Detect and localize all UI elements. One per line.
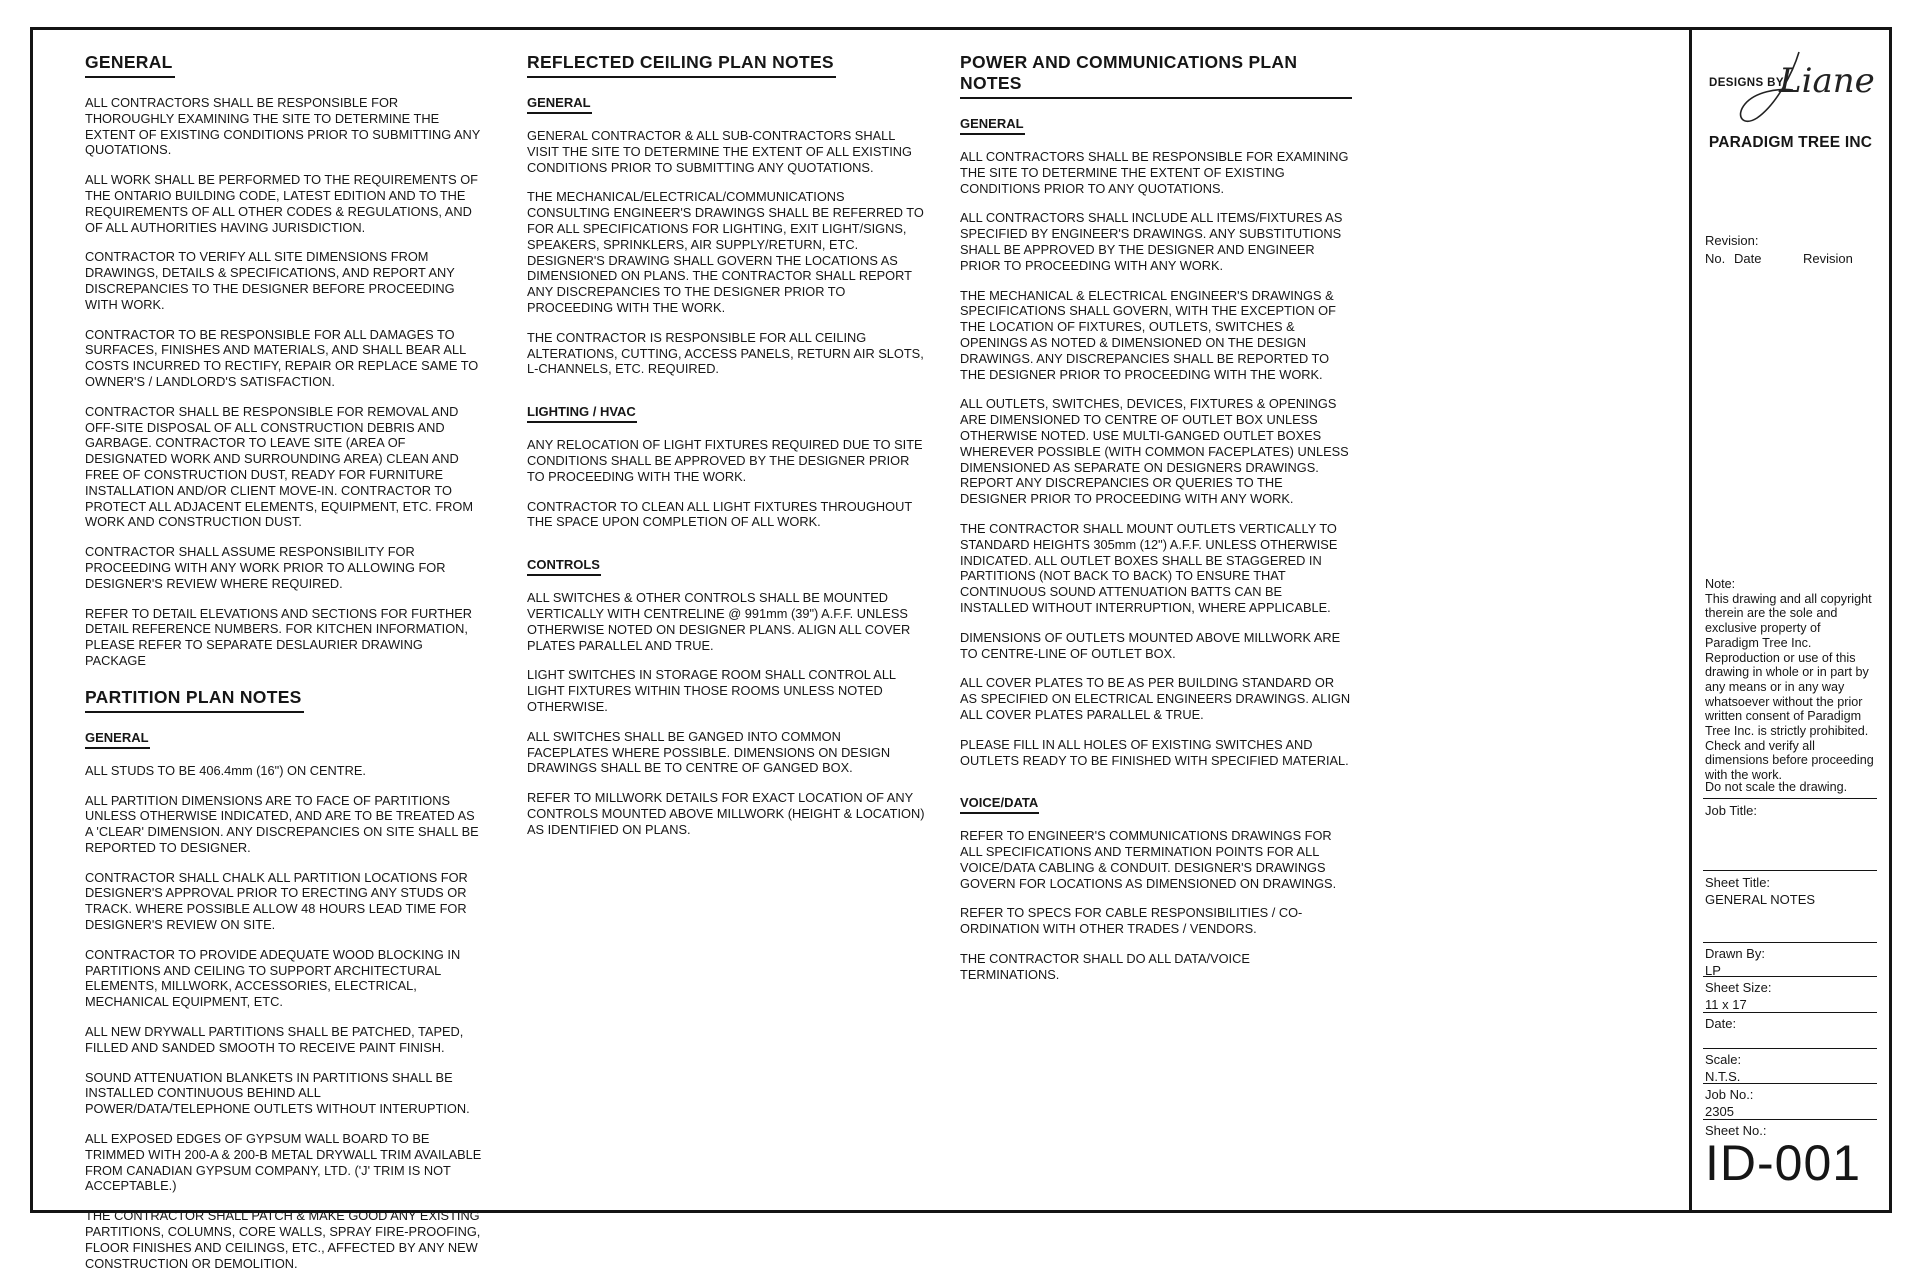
note-paragraph: THE CONTRACTOR IS RESPONSIBLE FOR ALL CEILING ALTERATIONS, CUTTING, ACCESS PANELS, RETURN AIR SLOTS, L-CHANNELS, ETC. REQUIRED. (527, 329, 924, 377)
note-paragraph: CONTRACTOR TO CLEAN ALL LIGHT FIXTURES THROUGHOUT THE SPACE UPON COMPLETION OF ALL WORK. (527, 498, 912, 530)
notes-column-reflected-ceiling (527, 52, 925, 852)
subsection-title: LIGHTING / HVAC (527, 404, 637, 423)
note-paragraph: ALL SWITCHES SHALL BE GANGED INTO COMMON FACEPLATES WHERE POSSIBLE. DIMENSIONS ON DESIGN DRAWINGS SHALL BE TO CENTRE OF GANGED BOX. (527, 728, 891, 776)
sheet-size-label: Sheet Size: (1705, 980, 1772, 995)
revision-col-no: No. (1705, 251, 1726, 266)
note-label: Note: (1705, 577, 1736, 591)
note-body: This drawing and all copyright therein are the sole and exclusive property of Paradigm Tree Inc. Reproduction or use of this drawing in whole or in part by any means or in any way whatsoever without the prior written consent of Paradigm Tree Inc. is strictly prohibited. Check and verify all dimensions before proceeding with the work. (1705, 591, 1874, 783)
divider (1703, 798, 1877, 799)
company-name: PARADIGM TREE INC (1708, 134, 1873, 151)
scale-label: Scale: (1705, 1052, 1742, 1067)
divider (1703, 1048, 1877, 1049)
section-title: POWER AND COMMUNICATIONS PLAN NOTES (960, 52, 1352, 99)
note-paragraph: LIGHT SWITCHES IN STORAGE ROOM SHALL CONTROL ALL LIGHT FIXTURES WITHIN THOSE ROOMS UNLESS NOTED OTHERWISE. (527, 667, 896, 714)
notes-column-general-partition (85, 52, 483, 1285)
note-paragraph: REFER TO MILLWORK DETAILS FOR EXACT LOCATION OF ANY CONTROLS MOUNTED ABOVE MILLWORK (HEIGHT & LOCATION) AS IDENTIFIED ON PLANS. (527, 790, 925, 837)
section-title: PARTITION PLAN NOTES (85, 687, 304, 713)
divider (1703, 1012, 1877, 1013)
note-paragraph: THE CONTRACTOR SHALL MOUNT OUTLETS VERTICALLY TO STANDARD HEIGHTS 305mm (12") A.F.F. UNLESS OTHERWISE INDICATED. ALL OUTLET BOXES SHALL BE STAGGERED IN PARTITIONS (NOT BACK TO BACK) TO ENSURE THAT CONTINUOUS SOUND ATTENUATION BATTS CAN BE INSTALLED WITHOUT INTERRUPTION, WHERE APPLICABLE. (960, 520, 1338, 615)
sheet-title-label: Sheet Title: (1705, 875, 1771, 890)
logo-script-text: Liane (1778, 61, 1875, 101)
note-paragraph: ALL STUDS TO BE 406.4mm (16") ON CENTRE. (85, 762, 366, 778)
divider (1703, 1119, 1877, 1120)
subsection-title: VOICE/DATA (960, 795, 1039, 814)
note-paragraph: CONTRACTOR SHALL BE RESPONSIBLE FOR REMOVAL AND OFF-SITE DISPOSAL OF ALL CONSTRUCTION DEBRIS AND GARBAGE. CONTRACTOR TO LEAVE SITE (AREA OF DESIGNATED WORK AND SURROUNDING AREA) CLEAN AND FREE OF CONSTRUCTION DUST, READY FOR FURNITURE INSTALLATION AND/OR CLIENT MOVE-IN. CONTRACTOR TO PROTECT ALL ADJACENT ELEMENTS, EQUIPMENT, ETC. FROM WORK AND CONSTRUCTION DUST. (85, 403, 474, 530)
section-title: REFLECTED CEILING PLAN NOTES (527, 52, 836, 78)
note-paragraph: PLEASE FILL IN ALL HOLES OF EXISTING SWITCHES AND OUTLETS READY TO BE FINISHED WITH SPECIFIED MATERIAL. (960, 736, 1349, 768)
scale-value: N.T.S. (1705, 1069, 1741, 1084)
note-paragraph: ALL WORK SHALL BE PERFORMED TO THE REQUIREMENTS OF THE ONTARIO BUILDING CODE, LATEST EDITION AND TO THE REQUIREMENTS OF ALL OTHER CODES & REGULATIONS, AND OF ALL AUTHORITIES HAVING JURISDICTION. (85, 172, 478, 235)
note-paragraph: REFER TO DETAIL ELEVATIONS AND SECTIONS FOR FURTHER DETAIL REFERENCE NUMBERS. FOR KITCHEN INFORMATION, PLEASE REFER TO SEPARATE DESLAURIER DRAWING PACKAGE (85, 605, 473, 668)
note-paragraph: ALL SWITCHES & OTHER CONTROLS SHALL BE MOUNTED VERTICALLY WITH CENTRELINE @ 991mm (39") A.F.F. UNLESS OTHERWISE NOTED ON DESIGNER PLANS. ALIGN ALL COVER PLATES PARALLEL AND TRUE. (527, 590, 911, 653)
revision-col-revision: Revision (1803, 251, 1853, 266)
note-paragraph: THE CONTRACTOR SHALL DO ALL DATA/VOICE TERMINATIONS. (960, 951, 1250, 982)
do-not-scale-note: Do not scale the drawing. (1705, 780, 1848, 794)
note-paragraph: REFER TO SPECS FOR CABLE RESPONSIBILITIES / CO-ORDINATION WITH OTHER TRADES / VENDORS. (960, 905, 1303, 937)
note-paragraph: ALL CONTRACTORS SHALL BE RESPONSIBLE FOR THOROUGHLY EXAMINING THE SITE TO DETERMINE THE EXTENT OF EXISTING CONDITIONS PRIOR TO SUBMITTING ANY QUOTATIONS. (85, 95, 481, 158)
note-paragraph: GENERAL CONTRACTOR & ALL SUB-CONTRACTORS SHALL VISIT THE SITE TO DETERMINE THE EXTENT OF ALL EXISTING CONDITIONS PRIOR TO SUBMITTING ANY QUOTATIONS. (527, 128, 912, 175)
note-paragraph: CONTRACTOR TO BE RESPONSIBLE FOR ALL DAMAGES TO SURFACES, FINISHES AND MATERIALS, AND SHALL BEAR ALL COSTS INCURRED TO RECTIFY, REPAIR OR REPLACE SAME TO OWNER'S / LANDLORD'S SATISFACTION. (85, 326, 479, 389)
drawn-by-value: LP (1705, 963, 1721, 978)
note-paragraph: ANY RELOCATION OF LIGHT FIXTURES REQUIRED DUE TO SITE CONDITIONS SHALL BE APPROVED BY THE DESIGNER PRIOR TO PROCEEDING WITH THE WORK. (527, 437, 923, 484)
note-paragraph: SOUND ATTENUATION BLANKETS IN PARTITIONS SHALL BE INSTALLED CONTINUOUS BEHIND ALL POWER/DATA/TELEPHONE OUTLETS WITHOUT INTERUPTION. (85, 1069, 470, 1117)
subsection-title: GENERAL (960, 116, 1025, 135)
title-block (1689, 30, 1889, 1210)
note-paragraph: CONTRACTOR SHALL ASSUME RESPONSIBILITY FOR PROCEEDING WITH ANY WORK PRIOR TO ALLOWING FOR DESIGNER'S REVIEW WHERE REQUIRED. (85, 544, 446, 591)
subsection-title: GENERAL (85, 730, 150, 749)
note-paragraph: ALL COVER PLATES TO BE AS PER BUILDING STANDARD OR AS SPECIFIED ON ELECTRICAL ENGINEERS DRAWINGS. ALIGN ALL COVER PLATES PARALLEL & TRUE. (960, 675, 1351, 722)
note-paragraph: CONTRACTOR TO VERIFY ALL SITE DIMENSIONS FROM DRAWINGS, DETAILS & SPECIFICATIONS, AND REPORT ANY DISCREPANCIES TO THE DESIGNER BEFORE PROCEEDING WITH WORK. (85, 249, 455, 312)
subsection-title: GENERAL (527, 95, 592, 114)
note-paragraph: THE MECHANICAL & ELECTRICAL ENGINEER'S DRAWINGS & SPECIFICATIONS SHALL GOVERN, WITH THE EXCEPTION OF THE LOCATION OF FIXTURES, OUTLETS, SWITCHES & OPENINGS AS NOTED & DIMENSIONED ON THE DESIGN DRAWINGS. ANY DISCREPANCIES SHALL BE REPORTED TO THE DESIGNER PRIOR TO PROCEEDING WITH THE WORK. (960, 287, 1336, 382)
note-paragraph: ALL NEW DRYWALL PARTITIONS SHALL BE PATCHED, TAPED, FILLED AND SANDED SMOOTH TO RECEIVE PAINT FINISH. (85, 1024, 464, 1055)
sheet-no-label: Sheet No.: (1705, 1123, 1767, 1138)
note-paragraph: ALL CONTRACTORS SHALL INCLUDE ALL ITEMS/FIXTURES AS SPECIFIED BY ENGINEER'S DRAWINGS. ANY SUBSTITUTIONS SHALL BE APPROVED BY THE DESIGNER AND ENGINEER PRIOR TO PROCEEDING WITH ANY WORK. (960, 210, 1343, 273)
sheet-size-value: 11 x 17 (1705, 997, 1747, 1012)
note-paragraph: ALL PARTITION DIMENSIONS ARE TO FACE OF PARTITIONS UNLESS OTHERWISE INDICATED, AND ARE TO BE TREATED AS A 'CLEAR' DIMENSION. ANY DISCREPANCIES ON SITE SHALL BE REPORTED TO DESIGNER. (85, 792, 479, 855)
designs-by-liane-logo (1692, 46, 1889, 137)
revision-table-header (1705, 251, 1876, 267)
revision-col-date: Date (1734, 251, 1762, 266)
copyright-note (1705, 577, 1876, 783)
note-paragraph: THE CONTRACTOR SHALL PATCH & MAKE GOOD ANY EXISTING PARTITIONS, COLUMNS, CORE WALLS, SPRAY FIRE-PROOFING, FLOOR FINISHES AND CEILINGS, ETC., AFFECTED BY ANY NEW CONSTRUCTION OR DEMOLITION. (85, 1208, 481, 1271)
note-paragraph: DIMENSIONS OF OUTLETS MOUNTED ABOVE MILLWORK ARE TO CENTRE-LINE OF OUTLET BOX. (960, 629, 1341, 661)
logo-graphic (1705, 46, 1877, 132)
divider (1703, 870, 1877, 871)
note-paragraph: CONTRACTOR TO PROVIDE ADEQUATE WOOD BLOCKING IN PARTITIONS AND CEILING TO SUPPORT ARCHITECTURAL ELEMENTS, MILLWORK, ACCESSORIES, ELECTRICAL, MECHANICAL EQUIPMENT, ETC. (85, 946, 461, 1010)
revision-label: Revision: (1705, 233, 1759, 248)
notes-column-power-communications (960, 52, 1352, 997)
note-paragraph: THE MECHANICAL/ELECTRICAL/COMMUNICATIONS CONSULTING ENGINEER'S DRAWINGS SHALL BE REFERRED TO FOR ALL SPECIFICATIONS FOR LIGHTING, EXIT LIGHT/SIGNS, SPEAKERS, SPRINKLERS, AIR SUPPLY/RETURN, ETC. DESIGNER'S DRAWING SHALL GOVERN THE LOCATIONS AS DIMENSIONED ON PLANS. THE CONTRACTOR SHALL REPORT ANY DISCREPANCIES TO THE DESIGNER PRIOR TO PROCEEDING WITH THE WORK. (527, 189, 924, 315)
divider (1703, 1083, 1877, 1084)
sheet-title-value: GENERAL NOTES (1705, 892, 1816, 907)
date-label: Date: (1705, 1016, 1737, 1031)
divider (1703, 942, 1877, 943)
note-paragraph: ALL CONTRACTORS SHALL BE RESPONSIBLE FOR EXAMINING THE SITE TO DETERMINE THE EXTENT OF EXISTING CONDITIONS PRIOR TO ANY QUOTATIONS. (960, 149, 1349, 196)
note-paragraph: ALL EXPOSED EDGES OF GYPSUM WALL BOARD TO BE TRIMMED WITH 200-A & 200-B METAL DRYWALL TRIM AVAILABLE FROM CANADIAN GYPSUM COMPANY, LTD. ('J' TRIM IS NOT ACCEPTABLE.) (85, 1131, 482, 1194)
note-paragraph: CONTRACTOR SHALL CHALK ALL PARTITION LOCATIONS FOR DESIGNER'S APPROVAL PRIOR TO ERECTING ANY STUDS OR TRACK. WHERE POSSIBLE ALLOW 48 HOURS LEAD TIME FOR DESIGNER'S REVIEW ON SITE. (85, 869, 468, 933)
logo-designs-by-text: DESIGNS BY (1708, 77, 1784, 89)
job-title-label: Job Title: (1705, 803, 1758, 818)
note-paragraph: ALL OUTLETS, SWITCHES, DEVICES, FIXTURES & OPENINGS ARE DIMENSIONED TO CENTRE OF OUTLET BOX UNLESS OTHERWISE NOTED. USE MULTI-GANGED OUTLET BOXES WHEREVER POSSIBLE (WITH COMMON FACEPLATES) UNLESS DIMENSIONED AS SEPARATE ON DESIGNERS DRAWINGS. REPORT ANY DISCREPANCIES OR QUERIES TO THE DESIGNER PRIOR TO PROCEEDING WITH ANY WORK. (960, 396, 1349, 507)
section-title: GENERAL (85, 52, 175, 78)
divider (1703, 976, 1877, 977)
subsection-title: CONTROLS (527, 557, 601, 576)
sheet-no-value: ID-001 (1705, 1135, 1862, 1191)
job-no-value: 2305 (1705, 1104, 1734, 1119)
job-no-label: Job No.: (1705, 1087, 1754, 1102)
note-paragraph: REFER TO ENGINEER'S COMMUNICATIONS DRAWINGS FOR ALL SPECIFICATIONS AND TERMINATION POINTS FOR ALL VOICE/DATA CABLING & CONDUIT. DESIGNER'S DRAWINGS GOVERN FOR LOCATIONS AS DIMENSIONED ON DRAWINGS. (960, 828, 1337, 891)
sheet-border (30, 27, 1892, 1271)
drawn-by-label: Drawn By: (1705, 946, 1765, 961)
